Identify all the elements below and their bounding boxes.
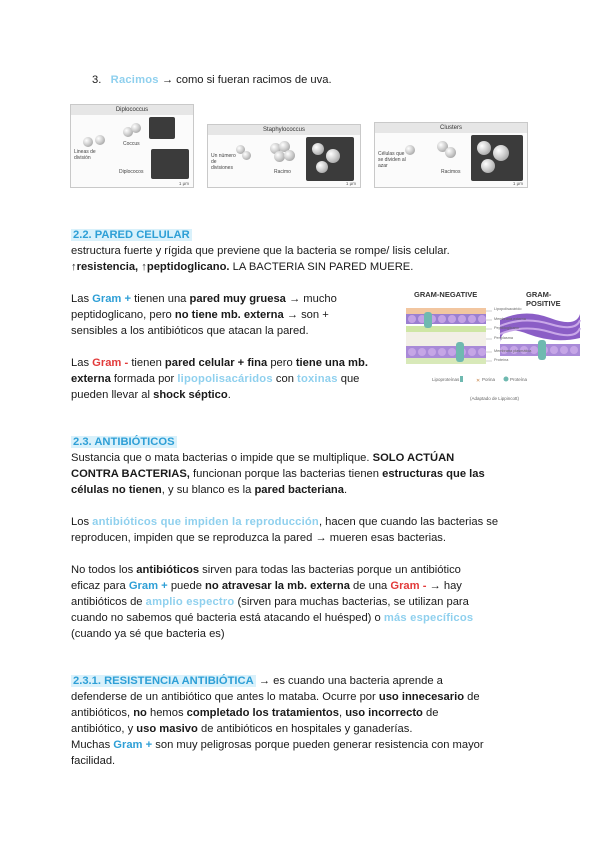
figure-label: Membrana plasmática [494, 349, 532, 353]
figure-credit: (Adaptado de Lippincott) [470, 396, 520, 401]
figure-scale: 1 μm [512, 181, 523, 186]
micrograph-image [149, 117, 175, 139]
membrane-diagram [404, 290, 582, 406]
paragraph-gram-positive: Las Gram + tienen una pared muy gruesa → mucho peptidoglicano, pero no tiene mb. externa → son + sensibles a los antibióticos que atacan la pared. [71, 293, 337, 337]
gram-positive-term: Gram + [92, 293, 132, 305]
paragraph-resistencia: 2.3.1. RESISTENCIA ANTIBIÓTICA → es cuando una bacteria aprende a defenderse de un antibiótico que antes lo mataba. Ocurre por uso innecesario de antibióticos, no hemos completado los tratamientos, uso incorrecto de antibiótico, y uso masivo de antibióticos en hospitales y ganaderías. Muchas Gram + son muy peligrosas porque pueden generar resistencia con mayor facilidad. [71, 675, 484, 767]
figure-label: Células que se dividen al azar [378, 151, 406, 169]
section-heading-antibioticos [71, 434, 177, 450]
figure-label: Lipopolisacárido [494, 307, 522, 311]
heading-text: 2.3. ANTIBIÓTICOS [73, 436, 175, 448]
section-heading-resistencia: 2.3.1. RESISTENCIA ANTIBIÓTICA [73, 675, 254, 687]
paragraph-gram-negative: Las Gram - tienen pared celular + fina pero tiene una mb. externa formada por lipopolisacáridos con toxinas que pueden llevar al shock séptico. [71, 357, 368, 401]
figure-cell-wall-comparison [404, 290, 582, 406]
paragraph [71, 259, 531, 275]
figure-label: Racimos [441, 169, 461, 175]
paragraph: Los antibióticos que impiden la reproducción, hacen que cuando las bacterias se reproducen, impiden que se reproduzca la pared → mueren esas bacterias. [71, 516, 499, 544]
figure-scale: 1 μm [178, 181, 189, 186]
figure-label: Proteína [494, 358, 509, 362]
section-heading-pared-celular [71, 227, 192, 243]
figure-title-gram-negative: GRAM-NEGATIVE [414, 290, 478, 299]
figure-title: Clusters [375, 123, 527, 133]
figure-label: Membrana externa [494, 317, 526, 321]
legend-item: Porina [482, 377, 496, 382]
svg-text:✕: ✕ [476, 378, 481, 384]
figure-title-gram-positive: GRAM-POSITIVE [526, 290, 561, 308]
term-racimos: Racimos [110, 74, 159, 86]
figure-label: Un número de divisiones [211, 153, 236, 171]
figure-clusters [374, 122, 528, 188]
bold-text: ↑resistencia, ↑peptidoglicano. [71, 261, 230, 273]
list-item-text: → como si fueran racimos de uva. [158, 74, 332, 86]
figure-scale: 1 μm [345, 181, 356, 186]
figure-label: Coccus [123, 141, 140, 147]
figure-title: Staphylococcus [208, 125, 360, 135]
figure-label: Peptidoglicano [494, 326, 519, 330]
paragraph: Sustancia que o mata bacterias o impide que se multiplique. SOLO ACTÚAN CONTRA BACTERIAS, funcionan porque las bacterias tienen estructuras que las células no tienen, y su blanco es la pared bacteriana. [71, 452, 485, 496]
figure-label: Lineas de división [74, 149, 96, 161]
figure-title: Diplococcus [71, 105, 193, 115]
paragraph: No todos los antibióticos sirven para todas las bacterias porque un antibiótico eficaz para Gram + puede no atravesar la mb. externa de una Gram - → hay antibióticos de amplio espectro (sirven para muchas bacterias, se utilizan para cuando no sabemos qué bacteria está atacando el huésped) o más específicos (cuando ya sé que bacteria es) [71, 564, 474, 640]
micrograph-image [151, 149, 189, 179]
legend-item: Proteína [510, 377, 528, 382]
gram-negative-term: Gram - [92, 357, 129, 369]
paragraph: estructura fuerte y rígida que previene que la bacteria se rompe/ lisis celular. [71, 245, 450, 257]
heading-text: 2.2. PARED CELULAR [73, 229, 190, 241]
legend-item: Lipoproteínas [432, 377, 460, 382]
figure-diplococcus [70, 104, 194, 188]
figure-label: Periplasma [494, 336, 513, 340]
list-number: 3. [92, 74, 102, 86]
text: LA BACTERIA SIN PARED MUERE. [229, 261, 414, 273]
figure-label: Diplococos [119, 169, 144, 175]
list-item-racimos [92, 72, 472, 88]
figure-label: Racimo [274, 169, 291, 175]
figure-staphylococcus [207, 124, 361, 188]
